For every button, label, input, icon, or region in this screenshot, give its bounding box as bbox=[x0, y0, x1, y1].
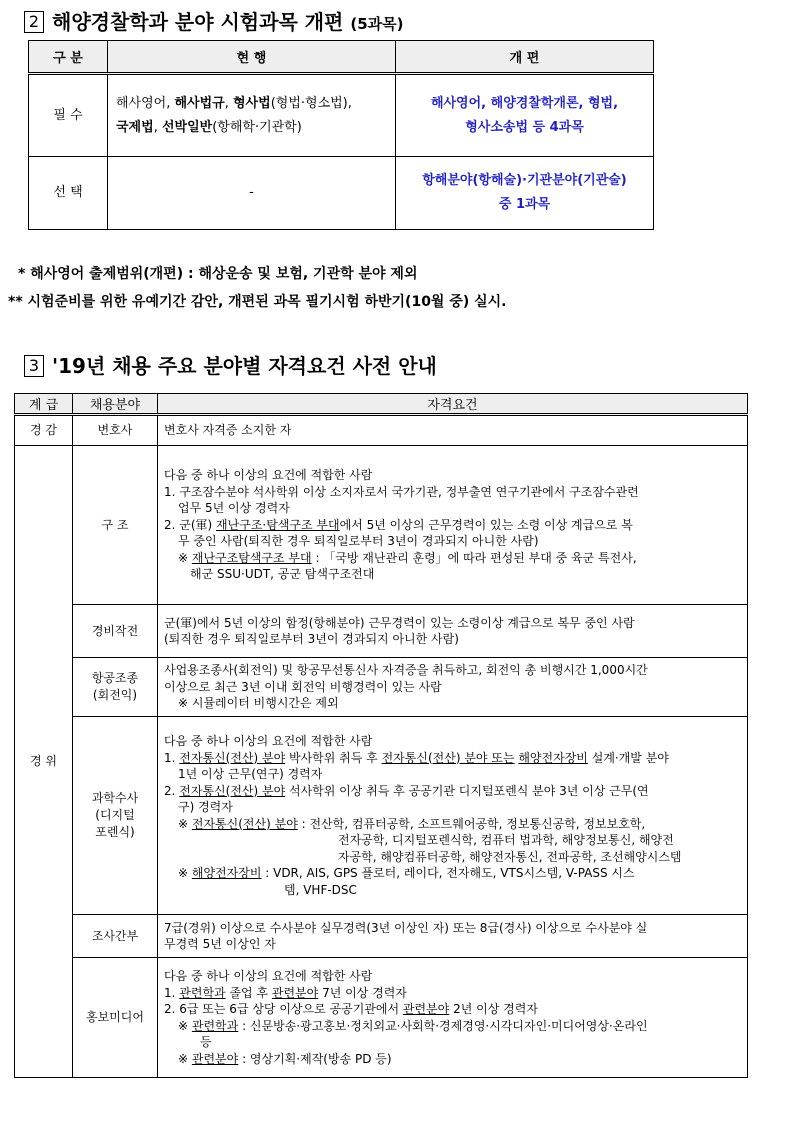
field-label: 과학수사 bbox=[91, 791, 139, 805]
underlined-term: 관련분야 bbox=[191, 1051, 239, 1066]
requirements-cell bbox=[158, 717, 748, 915]
header-grade: 계 급 bbox=[15, 394, 73, 415]
table-row bbox=[15, 446, 748, 605]
requirement-line bbox=[164, 695, 741, 712]
requirement-text: : VDR, AIS, GPS 플로터, 레이다, 전자해도, VTS시스템, V-PASS 시스 bbox=[261, 866, 635, 880]
current-subjects bbox=[108, 74, 396, 157]
table-row bbox=[29, 74, 654, 157]
requirement-text: ※ 시뮬레이터 비행시간은 제외 bbox=[178, 696, 339, 711]
table-row bbox=[15, 658, 748, 717]
section-3-title bbox=[24, 350, 437, 379]
requirement-line bbox=[164, 849, 741, 866]
requirement-line bbox=[164, 783, 741, 800]
section-number-box: 3 bbox=[24, 355, 44, 377]
requirement-text: 박사학위 취득 후 bbox=[285, 750, 382, 765]
reform-subjects bbox=[396, 74, 654, 157]
table-row bbox=[29, 157, 654, 230]
underlined-term: 해양전자장비 bbox=[191, 866, 262, 880]
reform-subjects bbox=[396, 157, 654, 230]
requirement-line bbox=[164, 662, 741, 679]
requirement-line bbox=[164, 533, 741, 550]
requirement-text: 등 bbox=[200, 1035, 212, 1049]
requirement-line bbox=[164, 500, 741, 517]
subject-text: 해사영어, bbox=[116, 95, 175, 111]
requirement-text: 1년 이상 근무(연구) 경력자 bbox=[178, 767, 323, 781]
header-requirements: 자격요건 bbox=[158, 394, 748, 415]
field-cell bbox=[73, 958, 158, 1078]
field-cell bbox=[73, 446, 158, 605]
underlined-term: 관련분야 bbox=[271, 985, 319, 1000]
requirement-text: 사업용조종사(회전익) 및 항공무선통신사 자격증을 취득하고, 회전익 총 비행시간 1,000시간 bbox=[164, 663, 648, 678]
requirements-cell bbox=[158, 446, 748, 605]
requirement-text: 2년 이상 경력자 bbox=[449, 1002, 538, 1016]
requirement-line bbox=[164, 517, 741, 534]
row-label: 선 택 bbox=[29, 157, 108, 230]
note-1: * 해사영어 출제범위(개편) : 해상운송 및 보험, 기관학 분야 제외 bbox=[18, 266, 418, 282]
subject-text: (항해학·기관학) bbox=[212, 119, 302, 135]
requirement-line bbox=[164, 484, 741, 501]
field-label: 홍보미디어 bbox=[86, 1010, 144, 1024]
requirement-line bbox=[164, 920, 741, 937]
requirement-text: 업무 5년 이상 경력자 bbox=[178, 501, 290, 516]
reform-line: 형사소송법 등 4과목 bbox=[465, 119, 584, 135]
field-label: 포렌식) bbox=[95, 825, 135, 839]
underlined-term: 전자통신(전산) 분야 또는 bbox=[381, 750, 515, 765]
requirement-text: (퇴직한 경우 퇴직일로부터 3년이 경과되지 아니한 사람) bbox=[164, 632, 459, 646]
section-2-title bbox=[24, 6, 403, 35]
grade-cell: 경 감 bbox=[15, 415, 73, 446]
requirement-text: 설계·개발 분야 bbox=[587, 750, 669, 765]
requirement-text: 구) 경력자 bbox=[178, 800, 233, 814]
table-row bbox=[15, 915, 748, 958]
requirements-cell bbox=[158, 915, 748, 958]
field-cell bbox=[73, 658, 158, 717]
header-category: 구 분 bbox=[29, 41, 108, 74]
subject-text: , bbox=[153, 119, 162, 135]
field-label: 항공조종 bbox=[91, 671, 139, 685]
table-row bbox=[15, 415, 748, 446]
grade-cell: 경 위 bbox=[15, 446, 73, 1078]
table-header-row bbox=[15, 394, 748, 415]
underlined-term: 관련분야 bbox=[402, 1002, 450, 1016]
field-label: (회전익) bbox=[92, 688, 138, 702]
underlined-term: 관련학과 bbox=[179, 985, 226, 1000]
requirement-text: 자공학, 해양컴퓨터공학, 해양전자통신, 전파공학, 조선해양시스템 bbox=[338, 849, 682, 864]
current-subjects: - bbox=[108, 157, 396, 230]
requirement-text: ※ bbox=[178, 816, 192, 831]
field-label: 경비작전 bbox=[91, 623, 139, 638]
section-subtitle: (5과목) bbox=[350, 15, 404, 33]
requirement-text: 변호사 자격증 소지한 자 bbox=[164, 423, 292, 438]
requirement-text: 졸업 후 bbox=[225, 985, 272, 1000]
row-label: 필 수 bbox=[29, 74, 108, 157]
header-field: 채용분야 bbox=[73, 394, 158, 415]
section-title-text: 해양경찰학과 분야 시험과목 개편 bbox=[52, 10, 344, 34]
requirement-text: ※ bbox=[178, 866, 192, 880]
requirement-line bbox=[164, 985, 741, 1002]
requirement-text: 2. bbox=[164, 783, 180, 798]
header-reform: 개 편 bbox=[396, 41, 654, 74]
subject-bold: 국제법 bbox=[116, 119, 154, 135]
underlined-term: 해양전자장비 bbox=[518, 750, 588, 765]
requirement-line bbox=[164, 1018, 741, 1035]
requirements-cell bbox=[158, 958, 748, 1078]
subject-text: , bbox=[224, 95, 233, 111]
requirement-text: 다음 중 하나 이상의 요건에 적합한 사람 bbox=[164, 969, 373, 983]
requirement-text: 해군 SSU·UDT, 공군 탐색구조전대 bbox=[190, 567, 375, 582]
requirement-line bbox=[164, 799, 741, 816]
field-label: 조사간부 bbox=[91, 928, 139, 943]
requirement-line bbox=[164, 750, 741, 767]
requirement-text: 7급(경위) 이상으로 수사분야 실무경력(3년 이상인 자) 또는 8급(경사) 이상으로 수사분야 실 bbox=[164, 920, 648, 935]
qualification-table bbox=[14, 393, 748, 1078]
requirement-line bbox=[164, 1051, 741, 1068]
requirements-cell bbox=[158, 605, 748, 658]
requirements-cell bbox=[158, 658, 748, 717]
table-header-row bbox=[29, 41, 654, 74]
section-title-text: '19년 채용 주요 분야별 자격요건 사전 안내 bbox=[52, 354, 437, 378]
requirement-text: 석사학위 이상 취득 후 공공기관 디지털포렌식 분야 3년 이상 근무(연 bbox=[285, 783, 649, 798]
section-number-box: 2 bbox=[24, 11, 44, 33]
requirement-line bbox=[164, 832, 741, 849]
requirement-text: : 「국방 재난관리 훈령」에 따라 편성된 부대 중 육군 특전사, bbox=[311, 550, 637, 565]
requirement-text: 1. 구조잠수분야 석사학위 이상 소지자로서 국가기관, 정부출연 연구기관에서 구조잠수관련 bbox=[164, 484, 639, 499]
requirement-text: 다음 중 하나 이상의 요건에 적합한 사람 bbox=[164, 734, 373, 748]
field-label: 변호사 bbox=[97, 423, 133, 437]
requirement-line bbox=[164, 766, 741, 783]
underlined-term: 전자통신(전산) 분야 bbox=[179, 750, 286, 765]
requirement-text: : 영상기획·제작(방송 PD 등) bbox=[238, 1051, 392, 1066]
requirement-line bbox=[164, 631, 741, 648]
requirement-text: 7년 이상 경력자 bbox=[318, 985, 407, 1000]
field-cell bbox=[73, 415, 158, 446]
requirement-text: 1. bbox=[164, 985, 180, 1000]
underlined-term: 전자통신(전산) 분야 bbox=[191, 816, 298, 831]
requirement-line bbox=[164, 882, 741, 899]
requirement-text: : 전산학, 컴퓨터공학, 소프트웨어공학, 정보통신공학, 정보보호학, bbox=[297, 816, 646, 831]
requirement-line bbox=[164, 679, 741, 696]
requirement-line bbox=[164, 865, 741, 882]
requirement-text: 무경력 5년 이상인 자 bbox=[164, 937, 276, 951]
underlined-term: 재난구조·탐색구조 부대 bbox=[216, 517, 340, 532]
subject-bold: 형사법 bbox=[233, 95, 271, 111]
field-label: (디지털 bbox=[95, 808, 135, 822]
requirement-text: ※ bbox=[178, 550, 192, 565]
requirement-text: ※ bbox=[178, 1051, 192, 1066]
requirement-text: 다음 중 하나 이상의 요건에 적합한 사람 bbox=[164, 468, 373, 483]
requirement-line bbox=[164, 936, 741, 953]
field-cell bbox=[73, 605, 158, 658]
requirement-line bbox=[164, 615, 741, 632]
underlined-term: 전자통신(전산) 분야 bbox=[179, 783, 286, 798]
reform-line: 항해분야(항해술)·기관분야(기관술) bbox=[422, 173, 627, 188]
field-cell bbox=[73, 717, 158, 915]
subject-text: (형법·형소법), bbox=[270, 95, 352, 111]
underlined-term: 관련학과 bbox=[191, 1018, 239, 1033]
exam-subjects-table bbox=[28, 40, 654, 230]
requirement-line bbox=[164, 968, 741, 985]
subject-bold: 선박일반 bbox=[161, 119, 213, 135]
requirement-line bbox=[164, 1034, 741, 1051]
requirement-text: : 신문방송·광고홍보·정치외교·사회학·경제경영·시각디자인·미디어영상·온라인 bbox=[238, 1018, 648, 1033]
requirement-text: 에서 5년 이상의 근무경력이 있는 소령 이상 계급으로 복 bbox=[339, 517, 633, 532]
requirement-text: 템, VHF-DSC bbox=[284, 882, 357, 897]
requirement-line bbox=[164, 733, 741, 750]
subject-bold: 해사법규 bbox=[174, 95, 225, 111]
requirements-cell bbox=[158, 415, 748, 446]
field-label: 구 조 bbox=[101, 517, 129, 532]
table-row bbox=[15, 605, 748, 658]
underlined-term: 재난구조탐색구조 부대 bbox=[191, 550, 312, 565]
field-cell bbox=[73, 915, 158, 958]
table-row bbox=[15, 717, 748, 915]
requirement-line bbox=[164, 422, 741, 439]
requirement-text: ※ bbox=[178, 1018, 192, 1033]
requirement-text: 1. bbox=[164, 750, 180, 765]
requirement-text: 군(軍)에서 5년 이상의 함정(항해분야) 근무경력이 있는 소령이상 계급으로 복무 중인 사람 bbox=[164, 615, 635, 630]
requirement-text: 이상으로 최근 3년 이내 회전익 비행경력이 있는 사람 bbox=[164, 679, 442, 694]
requirement-text: 2. 군(軍) bbox=[164, 517, 217, 532]
reform-line: 해사영어, 해양경찰학개론, 형법, bbox=[430, 95, 619, 111]
requirement-text: 2. 6급 또는 6급 상당 이상으로 공공기관에서 bbox=[164, 1002, 403, 1016]
header-current: 현 행 bbox=[108, 41, 396, 74]
requirement-line bbox=[164, 566, 741, 583]
requirement-text: 전자공학, 디지털포렌식학, 컴퓨터 법과학, 해양정보통신, 해양전 bbox=[338, 833, 674, 847]
note-2: ** 시험준비를 위한 유예기간 감안, 개편된 과목 필기시험 하반기(10월 중) 실시. bbox=[8, 294, 507, 310]
requirement-line bbox=[164, 816, 741, 833]
reform-line: 중 1과목 bbox=[498, 197, 551, 212]
requirement-text: 무 중인 사람(퇴직한 경우 퇴직일로부터 3년이 경과되지 아니한 사람) bbox=[178, 534, 539, 549]
requirement-line bbox=[164, 550, 741, 567]
requirement-line bbox=[164, 467, 741, 484]
requirement-line bbox=[164, 1001, 741, 1018]
table-row bbox=[15, 958, 748, 1078]
